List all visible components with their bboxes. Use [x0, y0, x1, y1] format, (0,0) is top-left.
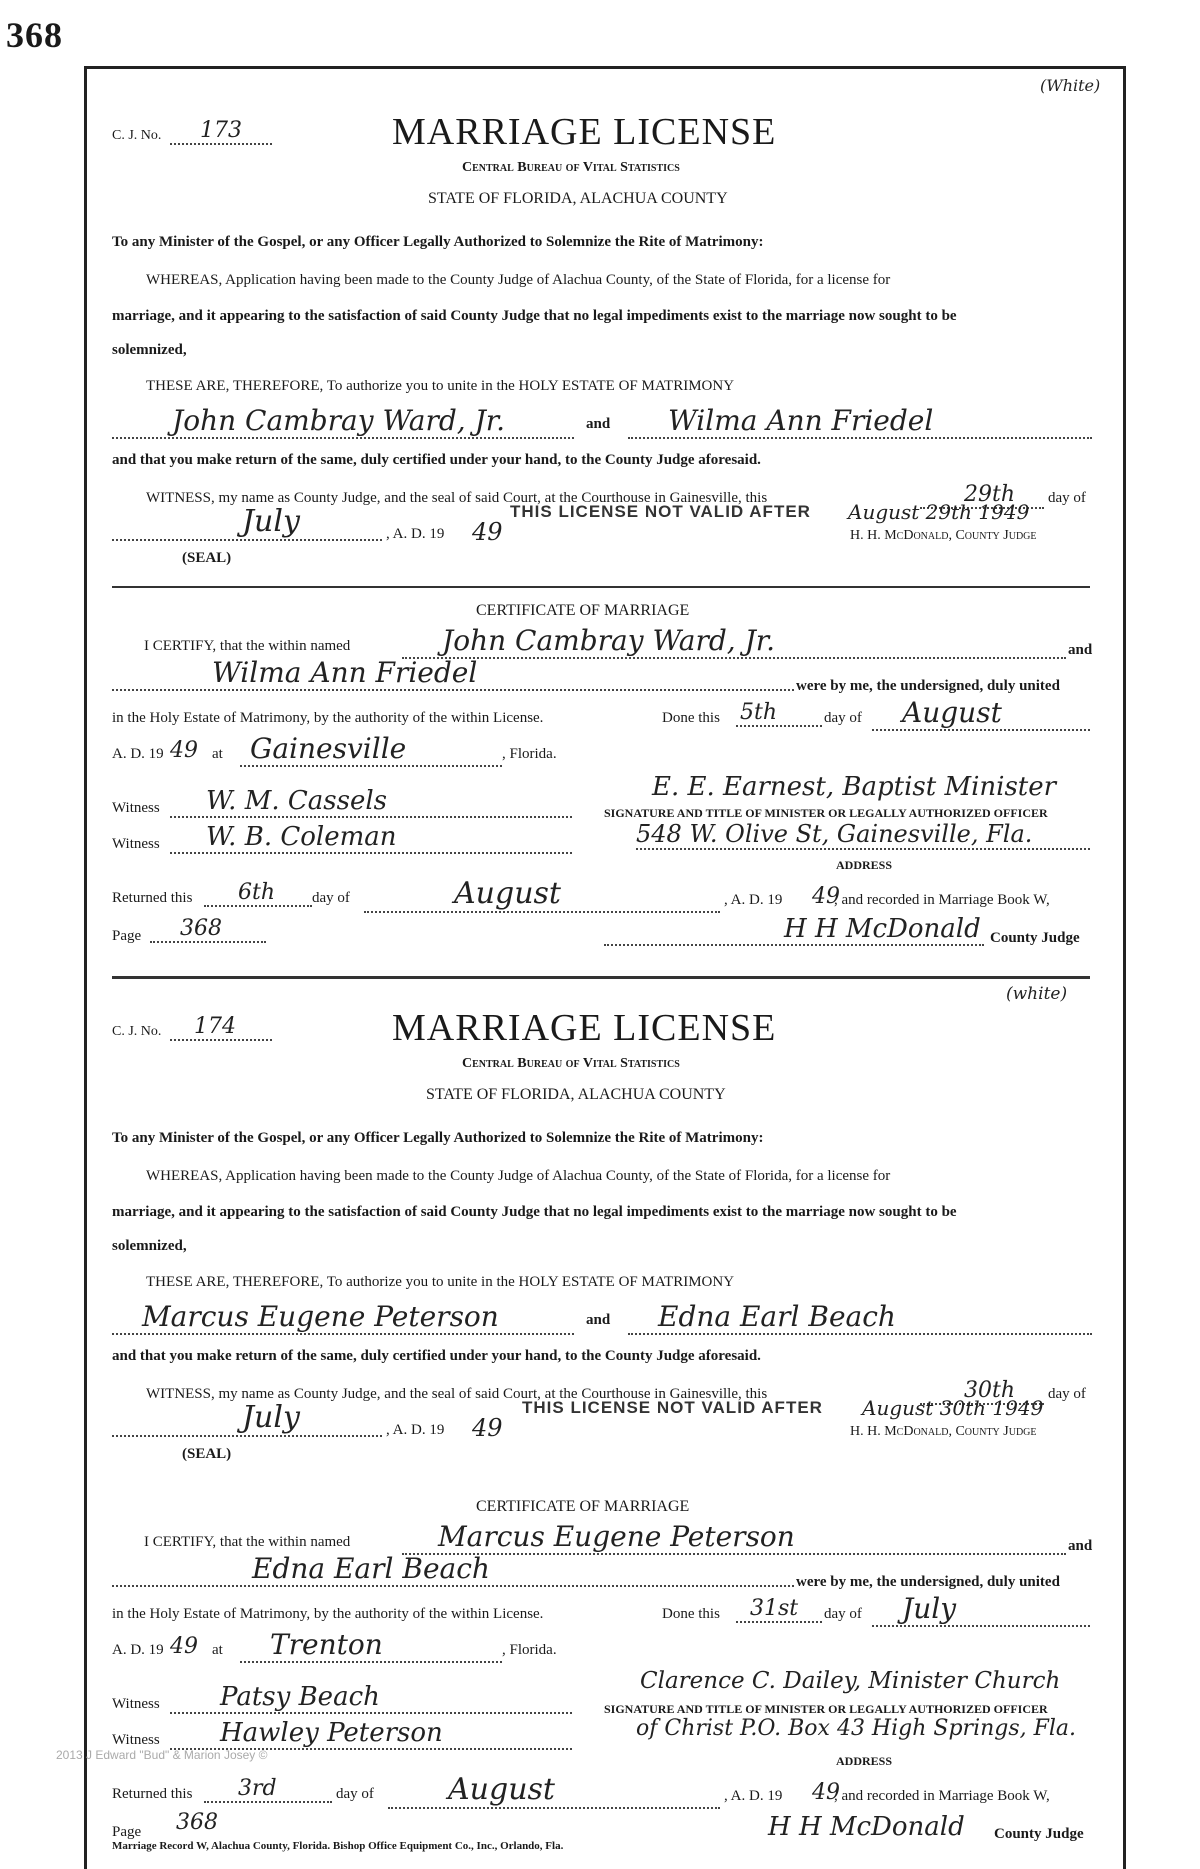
witness-1-name: Patsy Beach: [170, 1682, 572, 1714]
returned-ad: , A. D. 19: [724, 1788, 783, 1804]
florida-word: , Florida.: [502, 1642, 557, 1658]
witness-2-name: W. B. Coleman: [170, 822, 572, 854]
recorded-text: , and recorded in Marriage Book W,: [834, 892, 1050, 908]
cert-ad: A. D. 19: [112, 746, 164, 762]
sig-title-label: SIGNATURE AND TITLE OF MINISTER OR LEGALLY AUTHORIZED OFFICER: [604, 1702, 1048, 1716]
cert-bride: Edna Earl Beach: [112, 1552, 794, 1587]
witness-2-name: Hawley Peterson: [170, 1718, 572, 1750]
judge-signature: H H McDonald: [768, 1812, 965, 1842]
whereas-line-1: WHEREAS, Application having been made to the County Judge of Alachua County, of the State of Florida, for a license for: [146, 1168, 891, 1184]
address-line: To any Minister of the Gospel, or any Officer Legally Authorized to Solemnize the Rite of Matrimony:: [112, 1130, 764, 1146]
return-line: and that you make return of the same, duly certified under your hand, to the County Judge aforesaid.: [112, 452, 761, 468]
groom-name: Marcus Eugene Peterson: [112, 1300, 574, 1335]
ad-label: , A. D. 19: [386, 1422, 445, 1438]
state-county: STATE OF FLORIDA, ALACHUA COUNTY: [426, 1086, 726, 1103]
cert-were: were by me, the undersigned, duly united: [796, 1574, 1060, 1590]
these-are: THESE ARE, THEREFORE, To authorize you to unite in the HOLY ESTATE OF MATRIMONY: [146, 1274, 735, 1290]
witness-1-label: Witness: [112, 1696, 160, 1712]
done-year: 49: [170, 1634, 198, 1659]
florida-word: , Florida.: [502, 746, 557, 762]
address-label: ADDRESS: [836, 858, 893, 872]
returned-day-of: day of: [336, 1786, 374, 1802]
cert-certify: I CERTIFY, that the within named: [144, 638, 351, 654]
whereas-line-2: marriage, and it appearing to the satisfaction of said County Judge that no legal impediments exist to the marriage now sought to be: [112, 1204, 957, 1220]
copyright-watermark: 2013 J Edward "Bud" & Marion Josey ©: [56, 1748, 268, 1762]
returned-day: 6th: [204, 880, 312, 907]
at-word: at: [212, 746, 223, 762]
issue-day: 29th: [920, 482, 1044, 509]
certificate-title: CERTIFICATE OF MARRIAGE: [476, 1498, 690, 1515]
cert-and: and: [1068, 1538, 1093, 1554]
these-are: THESE ARE, THEREFORE, To authorize you to unite in the HOLY ESTATE OF MATRIMONY: [146, 378, 735, 394]
day-of: day of: [1048, 1386, 1086, 1402]
and-word: and: [586, 416, 611, 432]
and-word: and: [586, 1312, 611, 1328]
done-this: Done this: [662, 1606, 720, 1622]
cert-ad: A. D. 19: [112, 1642, 164, 1658]
done-month: August: [872, 696, 1090, 731]
officer-signature: E. E. Earnest, Baptist Minister: [652, 772, 1057, 802]
address-line: To any Minister of the Gospel, or any Officer Legally Authorized to Solemnize the Rite of Matrimony:: [112, 234, 764, 250]
cert-holy: in the Holy Estate of Matrimony, by the authority of the within License.: [112, 710, 544, 726]
judge-signature: H H McDonald: [604, 914, 984, 946]
returned-year: 49: [812, 1780, 840, 1805]
county-judge-label: County Judge: [994, 1826, 1084, 1842]
witness-2-label: Witness: [112, 836, 160, 852]
done-month: July: [872, 1592, 1090, 1627]
cert-place: Gainesville: [240, 732, 502, 767]
judge-name: H. H. McDonald, County Judge: [850, 1424, 1037, 1439]
witness-text: WITNESS, my name as County Judge, and the seal of said Court, at the Courthouse in Gainesville, this: [146, 490, 768, 506]
done-year: 49: [170, 738, 198, 763]
done-day-of: day of: [824, 710, 862, 726]
issue-month: July: [112, 504, 382, 541]
whereas-line-2: marriage, and it appearing to the satisfaction of said County Judge that no legal impediments exist to the marriage now sought to be: [112, 308, 957, 324]
day-of: day of: [1048, 490, 1086, 506]
whereas-line-3: solemnized,: [112, 1238, 187, 1254]
cert-certify: I CERTIFY, that the within named: [144, 1534, 351, 1550]
officer-signature: Clarence C. Dailey, Minister Church: [640, 1668, 1061, 1694]
bureau: Central Bureau of Vital Statistics: [462, 1056, 680, 1071]
bride-name: Edna Earl Beach: [628, 1300, 1092, 1335]
whereas-line-1: WHEREAS, Application having been made to the County Judge of Alachua County, of the State of Florida, for a license for: [146, 272, 891, 288]
returned-day: 3rd: [204, 1776, 332, 1803]
seal-label: (SEAL): [182, 550, 232, 566]
seal-label: (SEAL): [182, 1446, 232, 1462]
returned-this: Returned this: [112, 890, 193, 906]
bureau: Central Bureau of Vital Statistics: [462, 160, 680, 175]
groom-name: John Cambray Ward, Jr.: [112, 404, 574, 439]
section-divider: [112, 586, 1090, 588]
book-page: 368: [150, 916, 266, 943]
valid-until: August 29th 1949: [848, 500, 1030, 524]
cj-label: C. J. No.: [112, 128, 162, 143]
not-valid-stamp: THIS LICENSE NOT VALID AFTER: [510, 502, 811, 521]
issue-year: 49: [472, 1414, 503, 1442]
at-word: at: [212, 1642, 223, 1658]
footer-imprint: Marriage Record W, Alachua County, Florida. Bishop Office Equipment Co., Inc., Orlando, Fla.: [112, 1840, 564, 1852]
returned-this: Returned this: [112, 1786, 193, 1802]
done-this: Done this: [662, 710, 720, 726]
returned-ad: , A. D. 19: [724, 892, 783, 908]
returned-day-of: day of: [312, 890, 350, 906]
race-note: (white): [1006, 984, 1068, 1004]
valid-until: August 30th 1949: [862, 1396, 1044, 1420]
done-day: 31st: [736, 1596, 822, 1623]
done-day: 5th: [736, 700, 822, 727]
cert-groom: Marcus Eugene Peterson: [402, 1520, 1066, 1555]
returned-month: August: [364, 876, 720, 913]
witness-2-label: Witness: [112, 1732, 160, 1748]
issue-year: 49: [472, 518, 503, 546]
cj-number: 173: [170, 118, 272, 145]
bride-name: Wilma Ann Friedel: [628, 404, 1092, 439]
witness-1-name: W. M. Cassels: [170, 786, 572, 818]
officer-address: of Christ P.O. Box 43 High Springs, Fla.: [636, 1716, 1077, 1741]
certificate-title: CERTIFICATE OF MARRIAGE: [476, 602, 690, 619]
address-label: ADDRESS: [836, 1754, 893, 1768]
whereas-line-3: solemnized,: [112, 342, 187, 358]
recorded-text: , and recorded in Marriage Book W,: [834, 1788, 1050, 1804]
witness-text: WITNESS, my name as County Judge, and the seal of said Court, at the Courthouse in Gainesville, this: [146, 1386, 768, 1402]
done-day-of: day of: [824, 1606, 862, 1622]
officer-address: 548 W. Olive St, Gainesville, Fla.: [636, 820, 1090, 850]
ad-label: , A. D. 19: [386, 526, 445, 542]
witness-1-label: Witness: [112, 800, 160, 816]
issue-month: July: [112, 1400, 382, 1437]
book-page: 368: [176, 1810, 218, 1835]
issue-day: 30th: [920, 1378, 1044, 1405]
cj-label: C. J. No.: [112, 1024, 162, 1039]
county-judge-label: County Judge: [990, 930, 1080, 946]
returned-month: August: [388, 1772, 720, 1809]
cert-bride: Wilma Ann Friedel: [112, 656, 794, 691]
page-label: Page: [112, 928, 142, 944]
license-title: MARRIAGE LICENSE: [392, 1007, 777, 1049]
cj-number: 174: [170, 1014, 272, 1041]
license-title: MARRIAGE LICENSE: [392, 111, 777, 153]
license-separator: [112, 976, 1090, 979]
page-number: 368: [6, 15, 63, 55]
state-county: STATE OF FLORIDA, ALACHUA COUNTY: [428, 190, 728, 207]
cert-holy: in the Holy Estate of Matrimony, by the authority of the within License.: [112, 1606, 544, 1622]
cert-and: and: [1068, 642, 1093, 658]
cert-were: were by me, the undersigned, duly united: [796, 678, 1060, 694]
judge-name: H. H. McDonald, County Judge: [850, 528, 1037, 543]
returned-year: 49: [812, 884, 840, 909]
sig-title-label: SIGNATURE AND TITLE OF MINISTER OR LEGALLY AUTHORIZED OFFICER: [604, 806, 1048, 820]
page-label: Page: [112, 1824, 142, 1840]
cert-place: Trenton: [240, 1628, 502, 1663]
cert-groom: John Cambray Ward, Jr.: [402, 624, 1066, 659]
race-note: (White): [1040, 76, 1101, 95]
return-line: and that you make return of the same, duly certified under your hand, to the County Judge aforesaid.: [112, 1348, 761, 1364]
not-valid-stamp: THIS LICENSE NOT VALID AFTER: [522, 1398, 823, 1417]
